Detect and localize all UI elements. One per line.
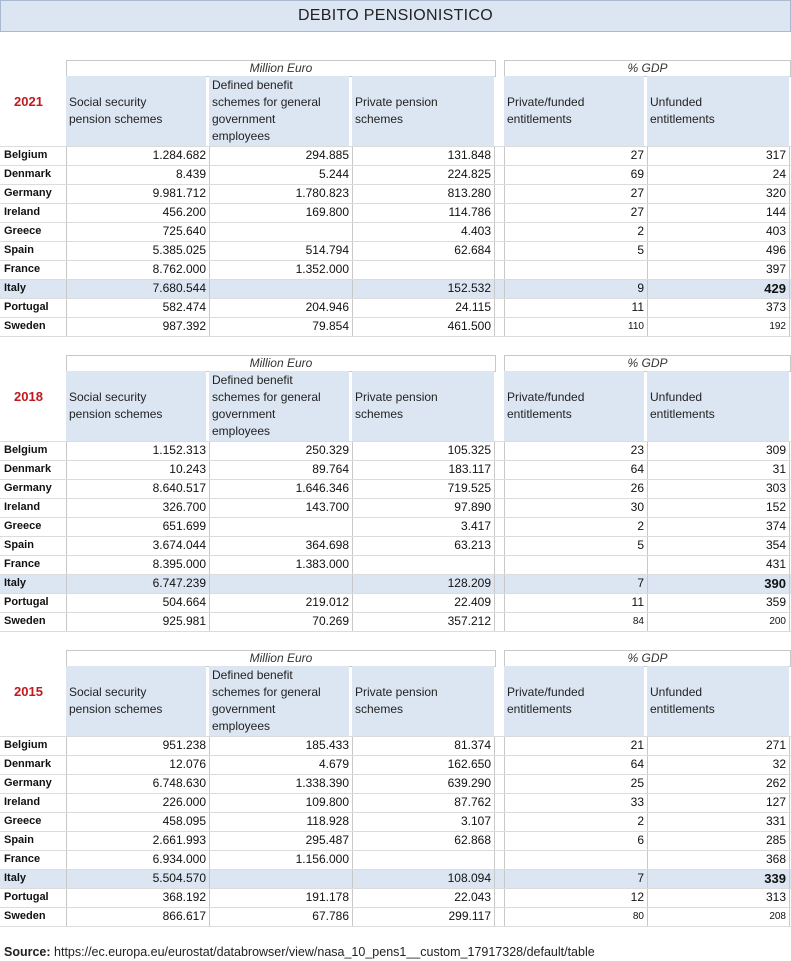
year-label: 2021	[14, 94, 43, 109]
value-cell: 185.433	[209, 737, 352, 755]
value-cell: 313	[647, 889, 790, 907]
header-line: government	[212, 702, 276, 716]
value-cell: 22.409	[352, 594, 495, 612]
header-line: Private/funded	[507, 685, 585, 699]
value-cell: 24	[647, 166, 790, 184]
value-cell: 152	[647, 499, 790, 517]
header-line: schemes for general	[212, 390, 321, 404]
value-cell: 21	[504, 737, 647, 755]
unit-gdp-percent: % GDP	[504, 650, 791, 667]
data-rows	[0, 146, 791, 337]
country-cell: Sweden	[4, 320, 46, 332]
header-line: Private pension	[355, 95, 438, 109]
value-cell: 1.383.000	[209, 556, 352, 574]
header-line: pension schemes	[69, 702, 163, 716]
value-cell: 461.500	[352, 318, 495, 336]
header-line: Unfunded	[650, 390, 703, 404]
value-cell: 250.329	[209, 442, 352, 460]
value-cell: 183.117	[352, 461, 495, 479]
header-line: Defined benefit	[212, 78, 293, 92]
value-cell: 813.280	[352, 185, 495, 203]
value-cell: 951.238	[66, 737, 209, 755]
header-line: entitlements	[650, 407, 715, 421]
column-header-c2	[209, 76, 349, 146]
header-line: entitlements	[507, 112, 572, 126]
column-header-c5	[647, 666, 789, 736]
page-title: DEBITO PENSIONISTICO	[0, 0, 791, 32]
table-row	[0, 888, 791, 907]
country-cell: Belgium	[4, 739, 48, 751]
value-cell: 64	[504, 461, 647, 479]
value-cell: 143.700	[209, 499, 352, 517]
value-cell	[209, 870, 352, 888]
table-row	[0, 241, 791, 260]
unit-million-euro: Million Euro	[66, 60, 496, 77]
value-cell: 12	[504, 889, 647, 907]
value-cell: 192	[647, 318, 790, 336]
header-line: Defined benefit	[212, 668, 293, 682]
value-cell: 6.934.000	[66, 851, 209, 869]
column-header-c1	[66, 371, 206, 441]
value-cell: 373	[647, 299, 790, 317]
column-header-c3	[352, 371, 494, 441]
country-cell: Denmark	[4, 758, 52, 770]
country-cell: Greece	[4, 520, 42, 532]
value-cell: 271	[647, 737, 790, 755]
value-cell	[209, 575, 352, 593]
value-cell: 514.794	[209, 242, 352, 260]
table-row	[0, 774, 791, 793]
value-cell: 2	[504, 518, 647, 536]
header-line: government	[212, 407, 276, 421]
value-cell: 63.213	[352, 537, 495, 555]
value-cell: 84	[504, 613, 647, 631]
value-cell: 64	[504, 756, 647, 774]
table-row	[0, 203, 791, 222]
header-line: Defined benefit	[212, 373, 293, 387]
value-cell	[504, 261, 647, 279]
value-cell: 118.928	[209, 813, 352, 831]
source-label: Source:	[4, 945, 51, 959]
country-cell: Denmark	[4, 463, 52, 475]
value-cell: 79.854	[209, 318, 352, 336]
header-line: employees	[212, 129, 271, 143]
source-note	[4, 945, 595, 959]
header-line: Private pension	[355, 390, 438, 404]
value-cell: 5.244	[209, 166, 352, 184]
value-cell: 32	[647, 756, 790, 774]
value-cell: 9.981.712	[66, 185, 209, 203]
value-cell: 67.786	[209, 908, 352, 926]
value-cell	[352, 851, 495, 869]
column-header-c3	[352, 666, 494, 736]
table-row	[0, 574, 791, 593]
value-cell: 339	[647, 870, 790, 888]
value-cell: 7	[504, 575, 647, 593]
table-row	[0, 165, 791, 184]
table-row	[0, 850, 791, 869]
country-cell: Germany	[4, 482, 52, 494]
column-header-c2	[209, 666, 349, 736]
year-label: 2018	[14, 389, 43, 404]
value-cell: 299.117	[352, 908, 495, 926]
header-line: pension schemes	[69, 112, 163, 126]
value-cell: 456.200	[66, 204, 209, 222]
data-rows	[0, 441, 791, 632]
value-cell: 359	[647, 594, 790, 612]
value-cell: 208	[647, 908, 790, 926]
source-url[interactable]: https://ec.europa.eu/eurostat/databrowser/view/nasa_10_pens1__custom_17917328/default/table	[54, 945, 595, 959]
header-line: Private/funded	[507, 95, 585, 109]
value-cell	[352, 261, 495, 279]
value-cell: 62.868	[352, 832, 495, 850]
value-cell: 8.395.000	[66, 556, 209, 574]
value-cell: 582.474	[66, 299, 209, 317]
value-cell: 429	[647, 280, 790, 298]
country-cell: Italy	[4, 282, 27, 294]
value-cell: 6	[504, 832, 647, 850]
column-header-c1	[66, 76, 206, 146]
country-cell: Italy	[4, 577, 27, 589]
country-cell: Portugal	[4, 301, 49, 313]
country-cell: Ireland	[4, 501, 41, 513]
header-line: Social security	[69, 390, 147, 404]
value-cell: 368.192	[66, 889, 209, 907]
value-cell: 1.352.000	[209, 261, 352, 279]
unit-million-euro: Million Euro	[66, 355, 496, 372]
table-row	[0, 907, 791, 927]
value-cell: 390	[647, 575, 790, 593]
year-block-2018	[0, 355, 791, 628]
value-cell: 364.698	[209, 537, 352, 555]
value-cell: 109.800	[209, 794, 352, 812]
value-cell: 431	[647, 556, 790, 574]
value-cell: 97.890	[352, 499, 495, 517]
value-cell: 25	[504, 775, 647, 793]
value-cell: 26	[504, 480, 647, 498]
value-cell: 8.640.517	[66, 480, 209, 498]
value-cell: 8.439	[66, 166, 209, 184]
value-cell: 144	[647, 204, 790, 222]
table-row	[0, 317, 791, 337]
value-cell: 262	[647, 775, 790, 793]
value-cell: 23	[504, 442, 647, 460]
value-cell: 87.762	[352, 794, 495, 812]
header-line: employees	[212, 719, 271, 733]
table-row	[0, 260, 791, 279]
table-row	[0, 755, 791, 774]
value-cell: 1.780.823	[209, 185, 352, 203]
unit-million-euro: Million Euro	[66, 650, 496, 667]
value-cell: 62.684	[352, 242, 495, 260]
table-row	[0, 146, 791, 165]
value-cell: 1.338.390	[209, 775, 352, 793]
value-cell: 925.981	[66, 613, 209, 631]
value-cell: 309	[647, 442, 790, 460]
value-cell: 987.392	[66, 318, 209, 336]
value-cell: 9	[504, 280, 647, 298]
value-cell: 374	[647, 518, 790, 536]
header-line: schemes	[355, 702, 404, 716]
value-cell: 131.848	[352, 147, 495, 165]
value-cell: 114.786	[352, 204, 495, 222]
value-cell: 8.762.000	[66, 261, 209, 279]
value-cell: 27	[504, 147, 647, 165]
table-row	[0, 869, 791, 888]
header-line: schemes for general	[212, 95, 321, 109]
country-cell: Sweden	[4, 910, 46, 922]
table-row	[0, 812, 791, 831]
country-cell: France	[4, 263, 41, 275]
header-line: entitlements	[650, 112, 715, 126]
value-cell: 152.532	[352, 280, 495, 298]
column-header-c4	[504, 666, 644, 736]
header-line: schemes	[355, 407, 404, 421]
value-cell: 1.646.346	[209, 480, 352, 498]
year-block-2015	[0, 650, 791, 923]
header-line: Private/funded	[507, 390, 585, 404]
value-cell: 1.156.000	[209, 851, 352, 869]
value-cell: 80	[504, 908, 647, 926]
country-cell: Greece	[4, 225, 42, 237]
value-cell: 3.417	[352, 518, 495, 536]
table-row	[0, 298, 791, 317]
country-cell: Italy	[4, 872, 27, 884]
table-row	[0, 612, 791, 632]
value-cell: 162.650	[352, 756, 495, 774]
table-row	[0, 184, 791, 203]
column-header-c3	[352, 76, 494, 146]
value-cell: 651.699	[66, 518, 209, 536]
value-cell: 303	[647, 480, 790, 498]
value-cell: 368	[647, 851, 790, 869]
value-cell: 295.487	[209, 832, 352, 850]
column-header-c1	[66, 666, 206, 736]
value-cell: 320	[647, 185, 790, 203]
country-cell: Portugal	[4, 891, 49, 903]
value-cell: 5.504.570	[66, 870, 209, 888]
header-line: employees	[212, 424, 271, 438]
column-header-c4	[504, 76, 644, 146]
column-header-c5	[647, 76, 789, 146]
unit-gdp-percent: % GDP	[504, 355, 791, 372]
value-cell: 2	[504, 223, 647, 241]
value-cell: 6.747.239	[66, 575, 209, 593]
value-cell: 285	[647, 832, 790, 850]
value-cell: 11	[504, 299, 647, 317]
country-cell: Ireland	[4, 796, 41, 808]
header-line: Private pension	[355, 685, 438, 699]
value-cell: 24.115	[352, 299, 495, 317]
value-cell: 89.764	[209, 461, 352, 479]
year-block-2021	[0, 60, 791, 333]
table-row	[0, 593, 791, 612]
header-line: Social security	[69, 95, 147, 109]
header-line: pension schemes	[69, 407, 163, 421]
table-row	[0, 793, 791, 812]
country-cell: Spain	[4, 539, 34, 551]
value-cell	[209, 280, 352, 298]
value-cell: 226.000	[66, 794, 209, 812]
country-cell: Germany	[4, 777, 52, 789]
value-cell: 4.403	[352, 223, 495, 241]
country-cell: Greece	[4, 815, 42, 827]
value-cell: 10.243	[66, 461, 209, 479]
value-cell: 1.284.682	[66, 147, 209, 165]
column-header-c4	[504, 371, 644, 441]
value-cell: 4.679	[209, 756, 352, 774]
value-cell: 1.152.313	[66, 442, 209, 460]
header-line: schemes	[355, 112, 404, 126]
value-cell: 3.107	[352, 813, 495, 831]
value-cell: 7	[504, 870, 647, 888]
header-line: Unfunded	[650, 685, 703, 699]
value-cell: 105.325	[352, 442, 495, 460]
table-row	[0, 831, 791, 850]
value-cell: 70.269	[209, 613, 352, 631]
value-cell	[352, 556, 495, 574]
value-cell	[209, 518, 352, 536]
value-cell: 69	[504, 166, 647, 184]
value-cell: 219.012	[209, 594, 352, 612]
data-rows	[0, 736, 791, 927]
value-cell: 27	[504, 185, 647, 203]
value-cell: 458.095	[66, 813, 209, 831]
header-line: entitlements	[507, 407, 572, 421]
value-cell: 5	[504, 242, 647, 260]
header-line: government	[212, 112, 276, 126]
value-cell: 30	[504, 499, 647, 517]
value-cell: 81.374	[352, 737, 495, 755]
table-row	[0, 479, 791, 498]
column-header-c2	[209, 371, 349, 441]
value-cell: 31	[647, 461, 790, 479]
header-line: entitlements	[650, 702, 715, 716]
value-cell: 169.800	[209, 204, 352, 222]
value-cell: 725.640	[66, 223, 209, 241]
column-header-c5	[647, 371, 789, 441]
country-cell: Germany	[4, 187, 52, 199]
table-row	[0, 536, 791, 555]
value-cell: 108.094	[352, 870, 495, 888]
value-cell: 33	[504, 794, 647, 812]
table-row	[0, 736, 791, 755]
value-cell: 331	[647, 813, 790, 831]
value-cell: 6.748.630	[66, 775, 209, 793]
header-line: Social security	[69, 685, 147, 699]
value-cell: 204.946	[209, 299, 352, 317]
country-cell: France	[4, 853, 41, 865]
unit-gdp-percent: % GDP	[504, 60, 791, 77]
value-cell: 719.525	[352, 480, 495, 498]
value-cell: 2	[504, 813, 647, 831]
table-row	[0, 222, 791, 241]
value-cell: 224.825	[352, 166, 495, 184]
country-cell: Denmark	[4, 168, 52, 180]
country-cell: Spain	[4, 834, 34, 846]
header-line: entitlements	[507, 702, 572, 716]
value-cell: 128.209	[352, 575, 495, 593]
value-cell: 11	[504, 594, 647, 612]
table-row	[0, 517, 791, 536]
value-cell: 317	[647, 147, 790, 165]
value-cell	[504, 851, 647, 869]
header-line: schemes for general	[212, 685, 321, 699]
value-cell: 639.290	[352, 775, 495, 793]
value-cell: 354	[647, 537, 790, 555]
country-cell: Belgium	[4, 149, 48, 161]
value-cell: 200	[647, 613, 790, 631]
value-cell: 496	[647, 242, 790, 260]
value-cell: 127	[647, 794, 790, 812]
value-cell: 866.617	[66, 908, 209, 926]
value-cell	[209, 223, 352, 241]
table-row	[0, 498, 791, 517]
table-row	[0, 555, 791, 574]
table-row	[0, 279, 791, 298]
value-cell: 27	[504, 204, 647, 222]
table-row	[0, 460, 791, 479]
value-cell: 7.680.544	[66, 280, 209, 298]
value-cell: 3.674.044	[66, 537, 209, 555]
value-cell: 294.885	[209, 147, 352, 165]
value-cell: 326.700	[66, 499, 209, 517]
value-cell: 2.661.993	[66, 832, 209, 850]
year-label: 2015	[14, 684, 43, 699]
country-cell: France	[4, 558, 41, 570]
country-cell: Spain	[4, 244, 34, 256]
value-cell: 403	[647, 223, 790, 241]
value-cell: 397	[647, 261, 790, 279]
value-cell: 504.664	[66, 594, 209, 612]
value-cell: 357.212	[352, 613, 495, 631]
country-cell: Portugal	[4, 596, 49, 608]
value-cell: 191.178	[209, 889, 352, 907]
value-cell: 5.385.025	[66, 242, 209, 260]
country-cell: Sweden	[4, 615, 46, 627]
value-cell: 22.043	[352, 889, 495, 907]
table-row	[0, 441, 791, 460]
value-cell: 12.076	[66, 756, 209, 774]
value-cell	[504, 556, 647, 574]
country-cell: Ireland	[4, 206, 41, 218]
value-cell: 5	[504, 537, 647, 555]
header-line: Unfunded	[650, 95, 703, 109]
value-cell: 110	[504, 318, 647, 336]
country-cell: Belgium	[4, 444, 48, 456]
